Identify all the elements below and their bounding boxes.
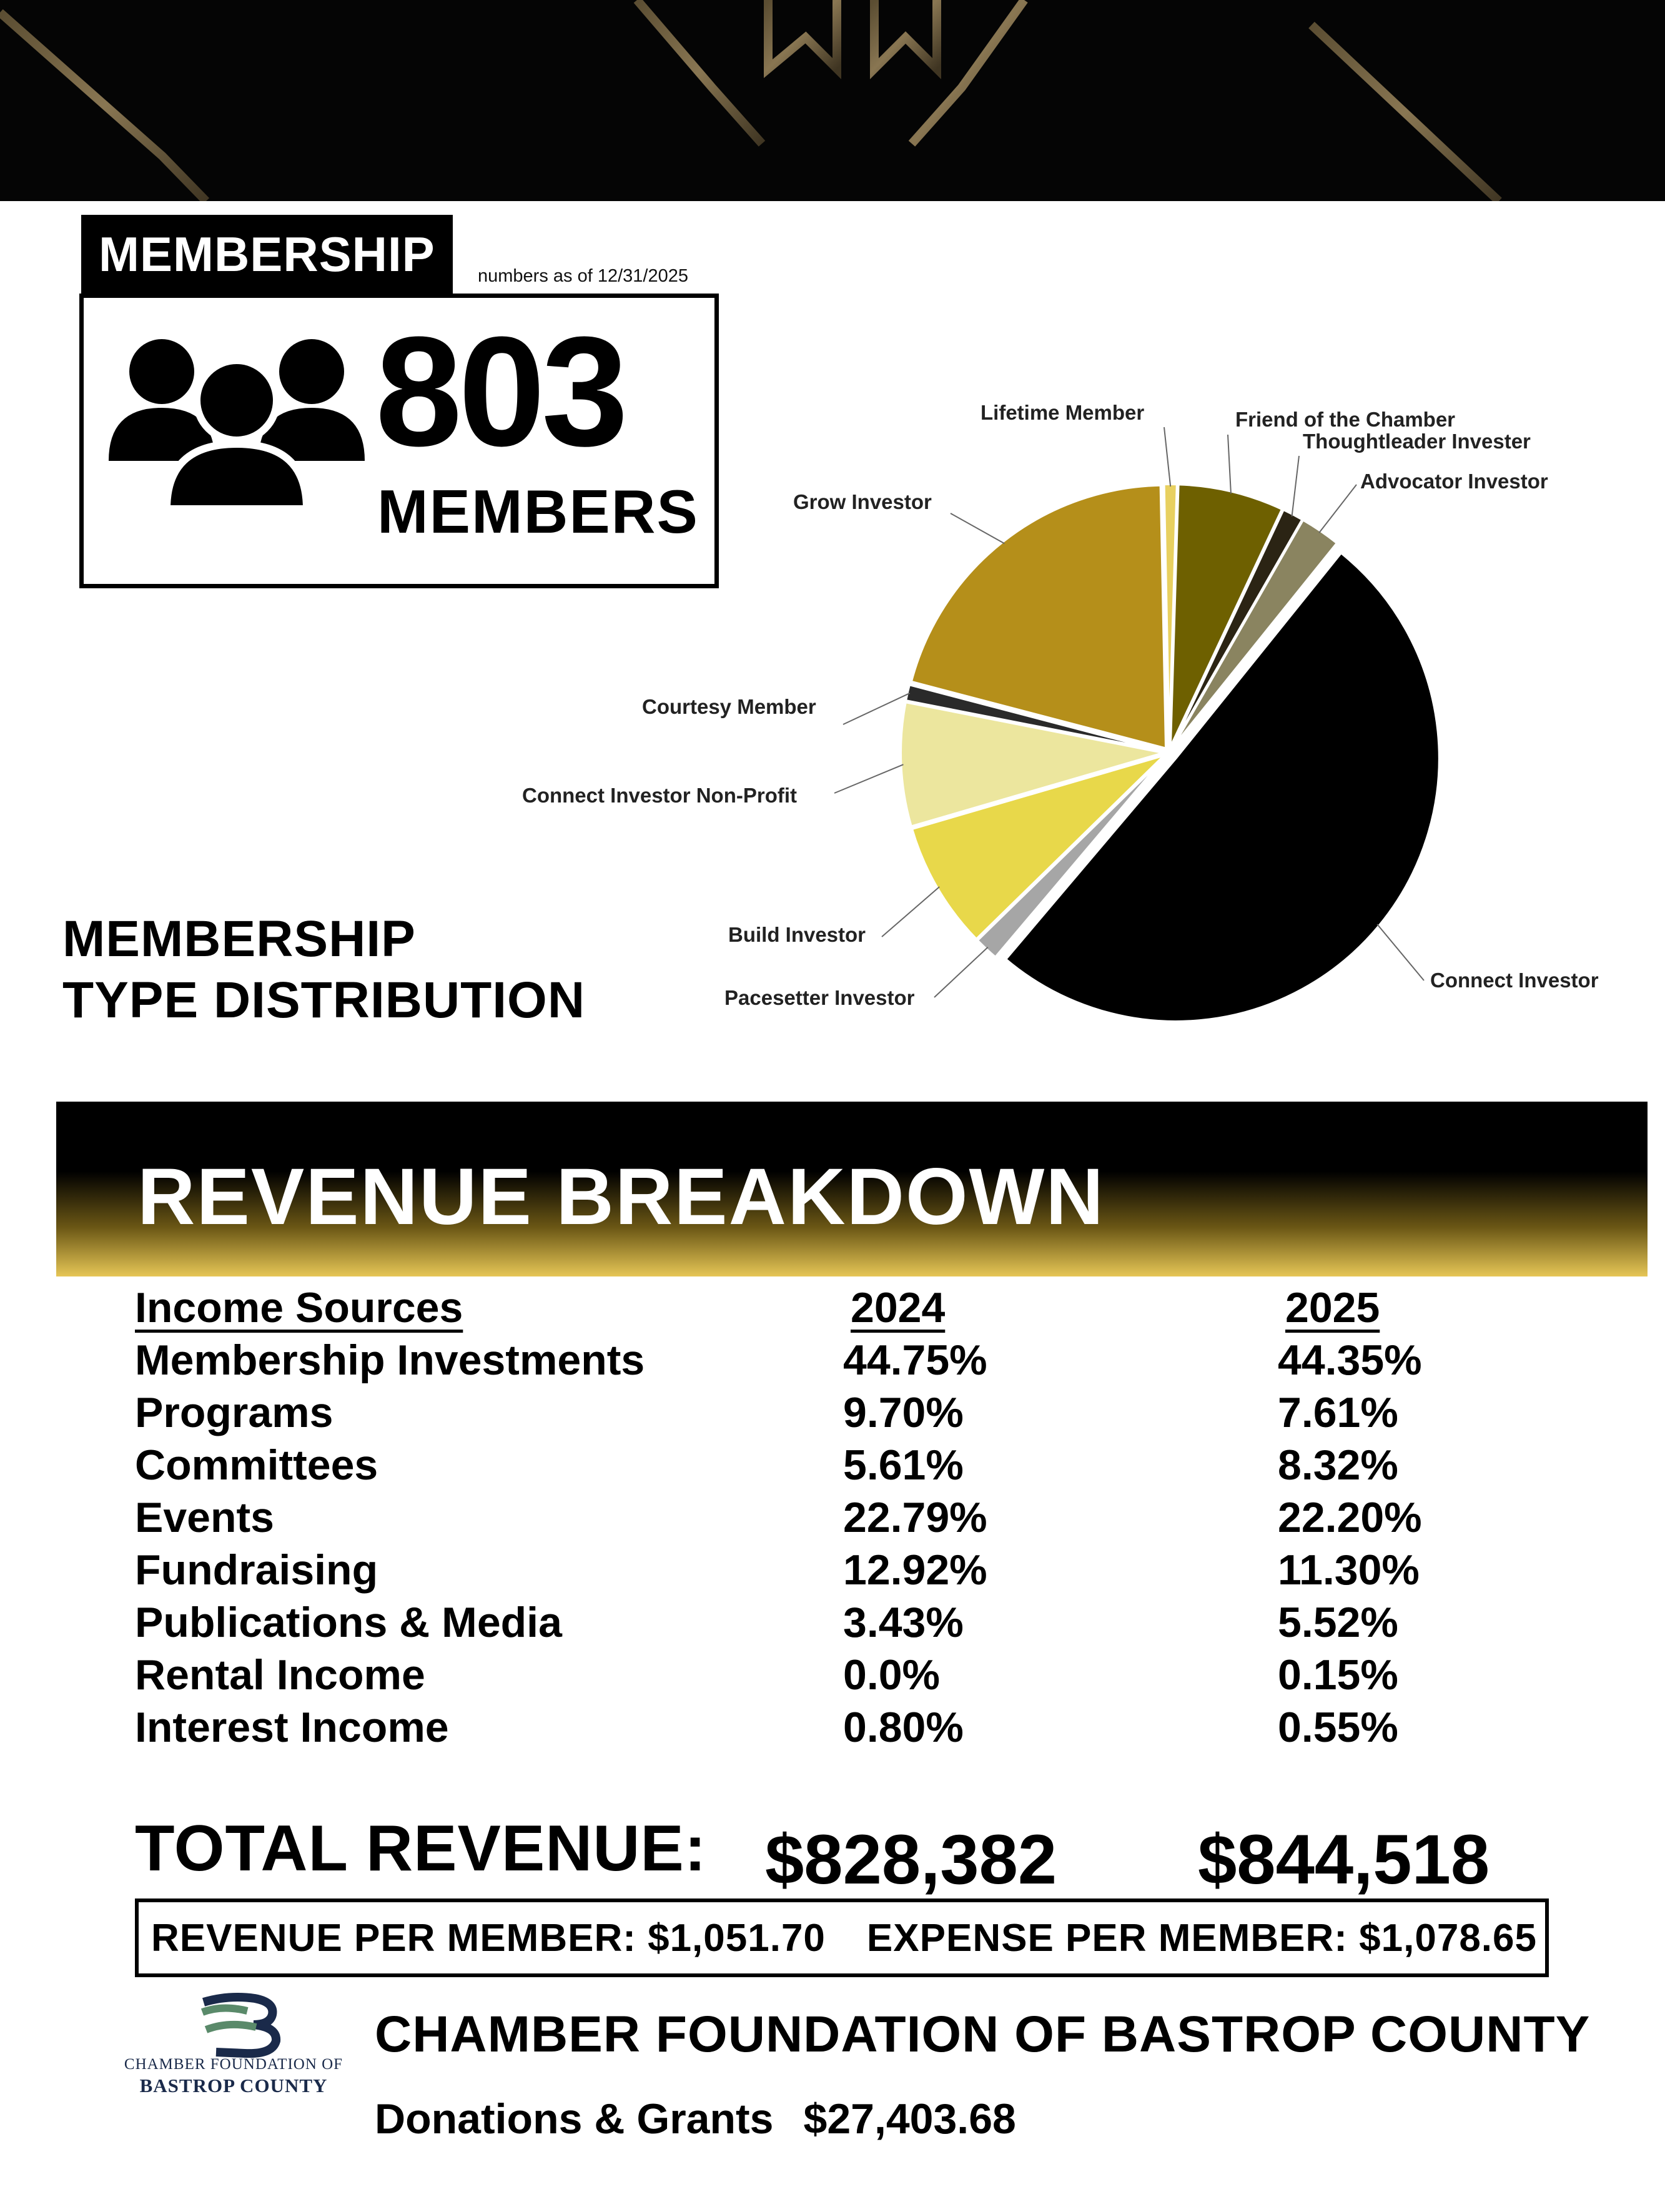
pie-label: Connect Investor Non-Profit	[522, 784, 798, 807]
revenue-row	[135, 1491, 1571, 1544]
total-revenue-2025: $844,518	[1198, 1820, 1490, 1898]
revenue-row-2024: 3.43%	[843, 1599, 964, 1646]
pie-leader-line	[843, 693, 910, 724]
revenue-row-2025: 11.30%	[1278, 1546, 1420, 1594]
header-year-2025: 2025	[1285, 1284, 1380, 1331]
pie-label: Advocator Investor	[1360, 470, 1548, 493]
membership-pie-chart	[0, 375, 1665, 1065]
pie-leader-line	[834, 764, 903, 793]
revenue-row-name: Publications & Media	[135, 1599, 562, 1646]
foundation-title: CHAMBER FOUNDATION OF BASTROP COUNTY	[375, 2006, 1591, 2063]
per-member-box	[135, 1898, 1549, 1977]
pie-leader-line	[1319, 485, 1356, 533]
revenue-row	[135, 1649, 1571, 1701]
pie-label: Lifetime Member	[981, 401, 1145, 424]
revenue-row	[135, 1386, 1571, 1439]
header-income-sources: Income Sources	[135, 1284, 463, 1331]
revenue-row-name: Interest Income	[135, 1704, 449, 1751]
pie-label: Grow Investor	[793, 490, 932, 513]
revenue-row-name: Fundraising	[135, 1546, 378, 1594]
header-year-2024: 2024	[851, 1284, 946, 1331]
revenue-row-2024: 5.61%	[843, 1441, 964, 1489]
revenue-table-header	[135, 1281, 1571, 1334]
expense-per-member: EXPENSE PER MEMBER: $1,078.65	[866, 1916, 1537, 1960]
revenue-row-2025: 7.61%	[1278, 1389, 1398, 1436]
pie-leader-line	[951, 513, 1004, 543]
art-deco-pattern	[0, 0, 1665, 201]
revenue-per-member: REVENUE PER MEMBER: $1,051.70	[151, 1916, 826, 1960]
membership-tag	[81, 215, 453, 294]
as-of-date: numbers as of 12/31/2025	[478, 266, 688, 286]
revenue-row-2024: 0.80%	[843, 1704, 964, 1751]
logo-text-line1: CHAMBER FOUNDATION OF	[124, 2056, 343, 2073]
pie-label: Friend of the Chamber	[1235, 408, 1456, 431]
revenue-row	[135, 1596, 1571, 1649]
pie-leader-line	[934, 947, 988, 997]
pie-leader-line	[1292, 456, 1299, 516]
pie-label: Thoughtleader Invester	[1303, 430, 1531, 453]
pie-leader-line	[1228, 435, 1231, 494]
revenue-row-2024: 22.79%	[843, 1494, 987, 1541]
revenue-header-band	[56, 1102, 1648, 1276]
member-count-label: MEMBERS	[377, 477, 699, 546]
distribution-title-line1: MEMBERSHIP	[62, 911, 416, 967]
revenue-row-2024: 9.70%	[843, 1389, 964, 1436]
pie-leader-line	[1164, 427, 1170, 486]
pie-label: Pacesetter Investor	[724, 986, 915, 1009]
revenue-row-name: Committees	[135, 1441, 378, 1489]
revenue-row-2024: 0.0%	[843, 1651, 940, 1699]
revenue-row-2025: 0.15%	[1278, 1651, 1398, 1699]
pie-leader-line	[882, 887, 939, 937]
revenue-row-2024: 44.75%	[843, 1336, 987, 1384]
revenue-row-2025: 44.35%	[1278, 1336, 1422, 1384]
donations-value: $27,403.68	[803, 2095, 1016, 2143]
revenue-row-name: Programs	[135, 1389, 333, 1436]
pie-label: Build Investor	[728, 923, 866, 946]
revenue-row-2025: 0.55%	[1278, 1704, 1398, 1751]
total-revenue-label: TOTAL REVENUE:	[135, 1812, 707, 1885]
revenue-row-2025: 8.32%	[1278, 1441, 1398, 1489]
logo-text-line2: BASTROP COUNTY	[139, 2075, 328, 2096]
pie-leader-line	[1377, 924, 1424, 980]
revenue-row-name: Events	[135, 1494, 274, 1541]
member-count: 803	[375, 304, 625, 478]
revenue-row	[135, 1544, 1571, 1596]
revenue-row-2024: 12.92%	[843, 1546, 987, 1594]
revenue-title: REVENUE BREAKDOWN	[137, 1152, 1105, 1242]
membership-tag-label: MEMBERSHIP	[99, 226, 435, 282]
foundation-logo	[122, 1990, 345, 2102]
revenue-row-2025: 5.52%	[1278, 1599, 1398, 1646]
revenue-row-2025: 22.20%	[1278, 1494, 1422, 1541]
pie-label: Courtesy Member	[642, 695, 816, 718]
revenue-row	[135, 1334, 1571, 1386]
revenue-row	[135, 1439, 1571, 1491]
revenue-row	[135, 1701, 1571, 1754]
revenue-table	[135, 1281, 1571, 1754]
top-decorative-band	[0, 0, 1665, 201]
distribution-title-line2: TYPE DISTRIBUTION	[62, 972, 586, 1029]
foundation-logo-mark	[122, 1990, 345, 2058]
total-revenue-2024: $828,382	[765, 1820, 1057, 1898]
revenue-row-name: Rental Income	[135, 1651, 425, 1699]
revenue-table-body	[135, 1334, 1571, 1754]
donations-line	[375, 2092, 1016, 2146]
revenue-row-name: Membership Investments	[135, 1336, 645, 1384]
pie-chart-svg	[0, 375, 1665, 1062]
pie-label: Connect Investor	[1430, 969, 1599, 992]
donations-label: Donations & Grants	[375, 2095, 774, 2143]
